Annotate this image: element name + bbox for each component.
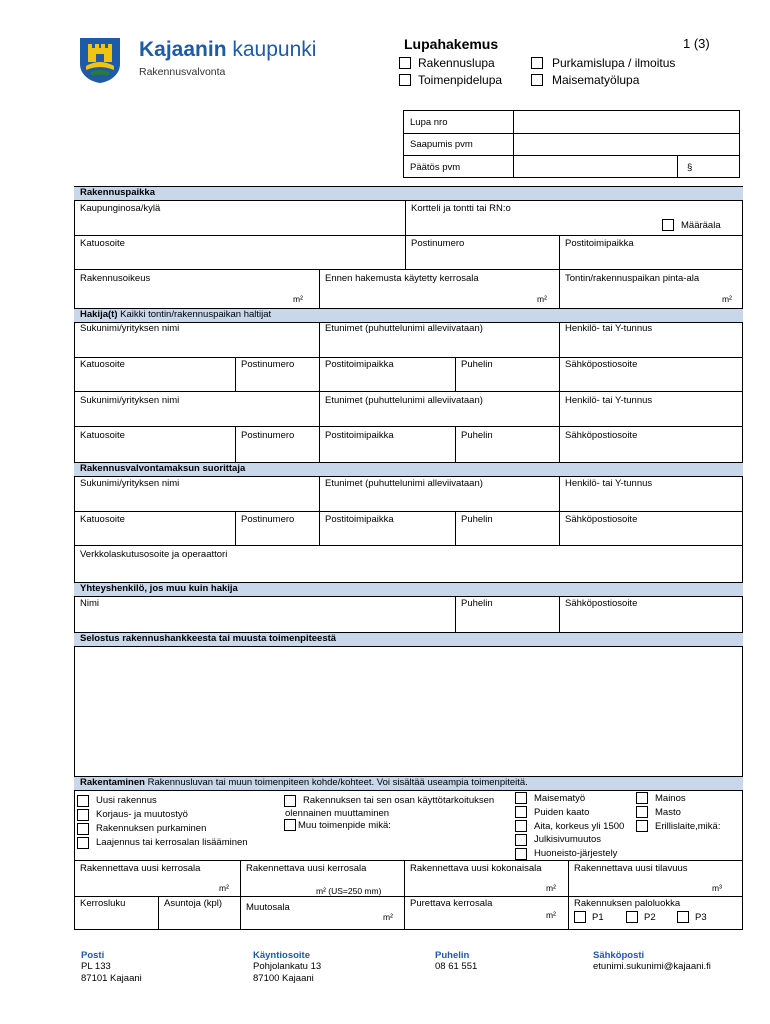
- rakennusoikeus-unit: m²: [293, 294, 303, 304]
- brand-name-regular: kaupunki: [232, 38, 317, 61]
- kokonaisala-unit: m²: [546, 883, 556, 893]
- page-number: 1 (3): [683, 36, 710, 51]
- pinta-ala-label: Tontin/rakennuspaikan pinta-ala: [565, 273, 700, 284]
- uusi-kerrosala2-label: Rakennettava uusi kerrosala: [246, 863, 367, 874]
- m-sukunimi-label: Sukunimi/yrityksen nimi: [80, 478, 180, 489]
- rakennuspaikka-heading: Rakennuspaikka: [74, 186, 743, 201]
- footer-posti-heading: Posti: [81, 950, 105, 961]
- lupa-nro-field[interactable]: [515, 112, 738, 132]
- erillislaite-checkbox[interactable]: [636, 820, 648, 832]
- muutosala-label: Muutosala: [246, 902, 290, 913]
- h1-postitoimipaikka-label: Postitoimipaikka: [325, 359, 394, 370]
- aita-checkbox[interactable]: [515, 820, 527, 832]
- kortteli-label: Kortteli ja tontti tai RN:o: [411, 203, 511, 214]
- kaupunginosa-label: Kaupunginosa/kylä: [80, 203, 161, 214]
- maaraala-checkbox[interactable]: [662, 219, 674, 231]
- m-tunnus-label: Henkilö- tai Y-tunnus: [565, 478, 653, 489]
- uusi-kerrosala2-unit: m² (US=250 mm): [316, 886, 382, 896]
- toimenpidelupa-label: Toimenpidelupa: [418, 73, 503, 87]
- paloluokka-label: Rakennuksen paloluokka: [574, 898, 681, 909]
- h1-etunimet-label: Etunimet (puhuttelunimi alleviivataan): [325, 323, 483, 334]
- footer-kaynti-line2: 87100 Kajaani: [253, 973, 314, 984]
- h2-katuosoite-label: Katuosoite: [80, 430, 125, 441]
- paatos-pvm-label: Päätös pvm: [410, 162, 461, 173]
- footer-kaynti-heading: Käyntiosoite: [253, 950, 311, 961]
- maisematyolupa-checkbox[interactable]: [531, 74, 543, 86]
- korjaus-checkbox[interactable]: [77, 809, 89, 821]
- footer-kaynti-line1: Pohjolankatu 13: [253, 961, 322, 972]
- selostus-heading: Selostus rakennushankkeesta tai muusta toimenpiteestä: [74, 632, 743, 647]
- footer-puhelin-heading: Puhelin: [435, 950, 470, 961]
- h2-puhelin-label: Puhelin: [461, 430, 493, 441]
- erillislaite-label: Erillislaite,mikä:: [655, 821, 721, 832]
- h2-sukunimi-label: Sukunimi/yrityksen nimi: [80, 395, 180, 406]
- footer-sahko-line1: etunimi.sukunimi@kajaani.fi: [593, 961, 711, 972]
- maisematyo-checkbox[interactable]: [515, 792, 527, 804]
- p3-checkbox[interactable]: [677, 911, 689, 923]
- city-logo: [76, 36, 124, 84]
- coat-of-arms-icon: [76, 36, 124, 84]
- purkamislupa-label: Purkamislupa / ilmoitus: [552, 56, 676, 70]
- puiden-kaato-checkbox[interactable]: [515, 806, 527, 818]
- julkisivumuutos-label: Julkisivumuutos: [534, 834, 602, 845]
- h2-postinumero-label: Postinumero: [241, 430, 295, 441]
- huoneisto-checkbox[interactable]: [515, 848, 527, 860]
- yhteys-sahkoposti-label: Sähköpostiosoite: [565, 598, 638, 609]
- p1-label: P1: [592, 912, 604, 923]
- yhteys-puhelin-label: Puhelin: [461, 598, 493, 609]
- brand-name: [139, 38, 316, 62]
- h1-katuosoite-label: Katuosoite: [80, 359, 125, 370]
- asuntoja-label: Asuntoja (kpl): [164, 898, 223, 909]
- laajennus-checkbox[interactable]: [77, 837, 89, 849]
- puiden-kaato-label: Puiden kaato: [534, 807, 590, 818]
- h1-puhelin-label: Puhelin: [461, 359, 493, 370]
- lupa-nro-label: Lupa nro: [410, 117, 448, 128]
- h2-sahkoposti-label: Sähköpostiosoite: [565, 430, 638, 441]
- brand-name-bold: Kajaanin: [139, 38, 227, 61]
- form-title: Lupahakemus: [404, 36, 499, 52]
- h1-tunnus-label: Henkilö- tai Y-tunnus: [565, 323, 653, 334]
- uusi-rakennus-label: Uusi rakennus: [96, 795, 157, 806]
- ennen-unit: m²: [537, 294, 547, 304]
- h2-etunimet-label: Etunimet (puhuttelunimi alleviivataan): [325, 395, 483, 406]
- uusi-rakennus-checkbox[interactable]: [77, 795, 89, 807]
- maksaja-heading: Rakennusvalvontamaksun suorittaja: [74, 462, 743, 477]
- m-sahkoposti-label: Sähköpostiosoite: [565, 514, 638, 525]
- muu-toimenpide-label: Muu toimenpide mikä:: [298, 820, 391, 831]
- verkkolasku-label: Verkkolaskutusosoite ja operaattori: [80, 549, 228, 560]
- p1-checkbox[interactable]: [574, 911, 586, 923]
- p2-checkbox[interactable]: [626, 911, 638, 923]
- rp-katuosoite-label: Katuosoite: [80, 238, 125, 249]
- m-postinumero-label: Postinumero: [241, 514, 295, 525]
- korjaus-label: Korjaus- ja muutostyö: [96, 809, 188, 820]
- pinta-ala-unit: m²: [722, 294, 732, 304]
- uusi-kerrosala-unit: m²: [219, 883, 229, 893]
- rakennusoikeus-label: Rakennusoikeus: [80, 273, 151, 284]
- muutosala-unit: m²: [383, 912, 393, 922]
- m-puhelin-label: Puhelin: [461, 514, 493, 525]
- h1-sahkoposti-label: Sähköpostiosoite: [565, 359, 638, 370]
- h1-sukunimi-label: Sukunimi/yrityksen nimi: [80, 323, 180, 334]
- yhteys-nimi-label: Nimi: [80, 598, 99, 609]
- footer-posti-line2: 87101 Kajaani: [81, 973, 142, 984]
- rp-postinumero-label: Postinumero: [411, 238, 465, 249]
- purkaminen-checkbox[interactable]: [77, 823, 89, 835]
- m-etunimet-label: Etunimet (puhuttelunimi alleviivataan): [325, 478, 483, 489]
- saapumis-pvm-field[interactable]: [515, 135, 738, 154]
- rp-postitoimipaikka-label: Postitoimipaikka: [565, 238, 634, 249]
- rakentaminen-heading: Rakentaminen Rakennusluvan tai muun toimenpiteen kohde/kohteet. Voi sisältää useampia toimenpiteitä.: [74, 776, 743, 791]
- laajennus-label: Laajennus tai kerrosalan lisääminen: [96, 837, 248, 848]
- p2-label: P2: [644, 912, 656, 923]
- uusi-kerrosala-label: Rakennettava uusi kerrosala: [80, 863, 201, 874]
- footer-puhelin-line1: 08 61 551: [435, 961, 478, 972]
- purkamislupa-checkbox[interactable]: [531, 57, 543, 69]
- paatos-pvm-field[interactable]: [515, 157, 675, 176]
- masto-checkbox[interactable]: [636, 806, 648, 818]
- purkaminen-label: Rakennuksen purkaminen: [96, 823, 207, 834]
- footer-posti-line1: PL 133: [81, 961, 111, 972]
- section-sign: §: [687, 162, 693, 173]
- huoneisto-label: Huoneisto-järjestely: [534, 848, 618, 859]
- rakennuslupa-checkbox[interactable]: [399, 57, 411, 69]
- kayttotarkoitus-checkbox[interactable]: [284, 795, 296, 807]
- footer-sahko-heading: Sähköposti: [593, 950, 645, 961]
- hakija-heading: Hakija(t) Kaikki tontin/rakennuspaikan haltijat: [74, 308, 743, 323]
- ennen-label: Ennen hakemusta käytetty kerrosala: [325, 273, 479, 284]
- aita-label: Aita, korkeus yli 1500: [534, 821, 625, 832]
- h2-tunnus-label: Henkilö- tai Y-tunnus: [565, 395, 653, 406]
- maaraala-label: Määräala: [681, 220, 721, 231]
- kayttotarkoitus-label-2: olennainen muuttaminen: [285, 808, 390, 819]
- mainos-checkbox[interactable]: [636, 792, 648, 804]
- kayttotarkoitus-label: Rakennuksen tai sen osan käyttötarkoituksen: [303, 795, 495, 806]
- tilavuus-label: Rakennettava uusi tilavuus: [574, 863, 688, 874]
- kokonaisala-label: Rakennettava uusi kokonaisala: [410, 863, 542, 874]
- purettava-unit: m²: [546, 910, 556, 920]
- maisematyolupa-label: Maisematyölupa: [552, 73, 640, 87]
- brand-department: Rakennusvalvonta: [139, 66, 226, 78]
- kerrosluku-label: Kerrosluku: [80, 898, 126, 909]
- saapumis-pvm-label: Saapumis pvm: [410, 139, 473, 150]
- p3-label: P3: [695, 912, 707, 923]
- purettava-label: Purettava kerrosala: [410, 898, 493, 909]
- h1-postinumero-label: Postinumero: [241, 359, 295, 370]
- julkisivumuutos-checkbox[interactable]: [515, 834, 527, 846]
- tilavuus-unit: m³: [712, 883, 722, 893]
- masto-label: Masto: [655, 807, 681, 818]
- yhteys-heading: Yhteyshenkilö, jos muu kuin hakija: [74, 582, 743, 597]
- rakennuslupa-label: Rakennuslupa: [418, 56, 495, 70]
- m-postitoimipaikka-label: Postitoimipaikka: [325, 514, 394, 525]
- muu-toimenpide-checkbox[interactable]: [284, 819, 296, 831]
- mainos-label: Mainos: [655, 793, 686, 804]
- h2-postitoimipaikka-label: Postitoimipaikka: [325, 430, 394, 441]
- m-katuosoite-label: Katuosoite: [80, 514, 125, 525]
- toimenpidelupa-checkbox[interactable]: [399, 74, 411, 86]
- selostus-textarea[interactable]: [76, 648, 741, 774]
- maisematyo-label: Maisematyö: [534, 793, 586, 804]
